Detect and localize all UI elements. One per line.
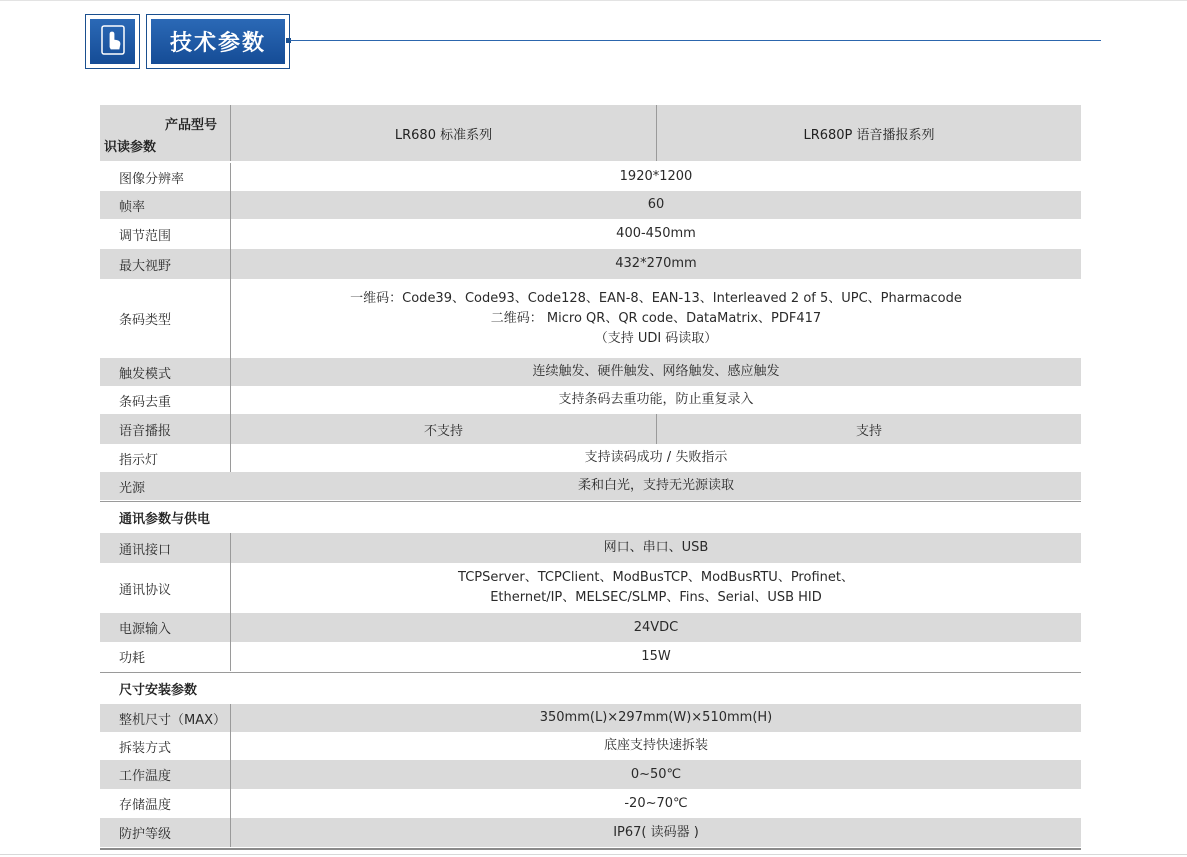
table-row [100,386,1081,414]
table-row-voice [100,414,1081,444]
table-row [100,760,1081,789]
row-value: 15W [641,648,671,664]
bottom-border [0,854,1187,855]
row-value-multiline [231,563,1081,613]
table-corner-cell [100,105,231,161]
table-row [100,219,1081,249]
table-row [100,704,1081,732]
table-row [100,613,1081,642]
table-row [100,472,1081,500]
row-label: 图像分辨率 [100,163,231,191]
row-value: -20~70℃ [624,795,688,811]
protocol-line-2: Ethernet/IP、MELSEC/SLMP、Fins、Serial、USB HID [490,590,822,605]
row-label: 通讯协议 [100,563,231,613]
table-row [100,444,1081,472]
row-value: 400-450mm [616,226,696,241]
row-label: 通讯接口 [100,533,231,563]
column-header-lr680p: LR680P 语音播报系列 [803,127,935,143]
barcode-2d-line: 二维码： Micro QR、QR code、DataMatrix、PDF417 [490,310,822,326]
row-label: 工作温度 [100,760,231,789]
section-heading-size: 尺寸安装参数 [100,672,1081,704]
table-row-barcode-types [100,279,1081,358]
table-row [100,732,1081,760]
row-label: 最大视野 [100,249,231,279]
corner-model-label: 产品型号 [165,118,218,133]
row-value-lr680: 不支持 [231,414,657,444]
protocol-line-1: TCPServer、TCPClient、ModBusTCP、ModBusRTU、Profinet、 [458,570,854,585]
row-value: 支持条码去重功能，防止重复录入 [558,392,754,407]
row-label: 防护等级 [100,818,231,847]
row-label: 帧率 [100,191,231,219]
table-row [100,818,1081,847]
row-label: 指示灯 [100,444,231,472]
row-label: 条码类型 [100,279,231,358]
section-heading-comm: 通讯参数与供电 [100,501,1081,533]
table-row [100,191,1081,219]
hand-pointer-icon [98,23,128,61]
header-icon-box [85,14,140,69]
row-label: 存储温度 [100,789,231,818]
page-title: 技术参数 [151,19,285,64]
row-label: 光源 [119,480,146,496]
table-bottom-rule [100,848,1081,850]
row-value: 柔和白光，支持无光源读取 [577,478,734,493]
row-label: 拆装方式 [100,732,231,760]
table-row-protocol [100,563,1081,613]
row-label: 整机尺寸（MAX） [100,704,231,732]
row-value: 底座支持快速拆装 [603,738,708,753]
row-value: 1920*1200 [619,169,693,184]
row-value: 0~50℃ [630,766,682,782]
row-value: IP67( 读码器 ) [613,824,699,840]
table-row [100,163,1081,191]
row-label: 触发模式 [100,358,231,386]
row-value: 支持读码成功 / 失败指示 [584,450,728,465]
table-row [100,789,1081,818]
corner-param-label: 识读参数 [104,140,157,155]
row-value: 60 [647,197,665,212]
row-label: 条码去重 [100,386,231,414]
row-value-lr680p: 支持 [855,423,882,439]
row-label: 调节范围 [100,219,231,249]
column-header-lr680: LR680 标准系列 [231,105,657,161]
row-value: 432*270mm [615,256,697,271]
table-row [100,358,1081,386]
table-row [100,642,1081,671]
row-label: 电源输入 [100,613,231,642]
row-value: 350mm(L)×297mm(W)×510mm(H) [539,710,773,725]
barcode-udi-line: （支持 UDI 码读取） [594,330,718,346]
row-label: 功耗 [100,642,231,671]
table-row [100,249,1081,279]
row-label: 语音播报 [100,414,231,444]
row-value: 24VDC [633,619,679,635]
row-value: 网口、串口、USB [603,540,709,555]
row-value-multiline [231,279,1081,358]
barcode-1d-line: 一维码：Code39、Code93、Code128、EAN-8、EAN-13、Interleaved 2 of 5、UPC、Pharmacode [350,290,962,306]
header-title-box [146,14,290,69]
row-value: 连续触发、硬件触发、网络触发、感应触发 [532,364,780,379]
table-header-row [100,105,1081,161]
table-row [100,533,1081,563]
top-border [0,0,1187,1]
header-rule [290,40,1101,41]
